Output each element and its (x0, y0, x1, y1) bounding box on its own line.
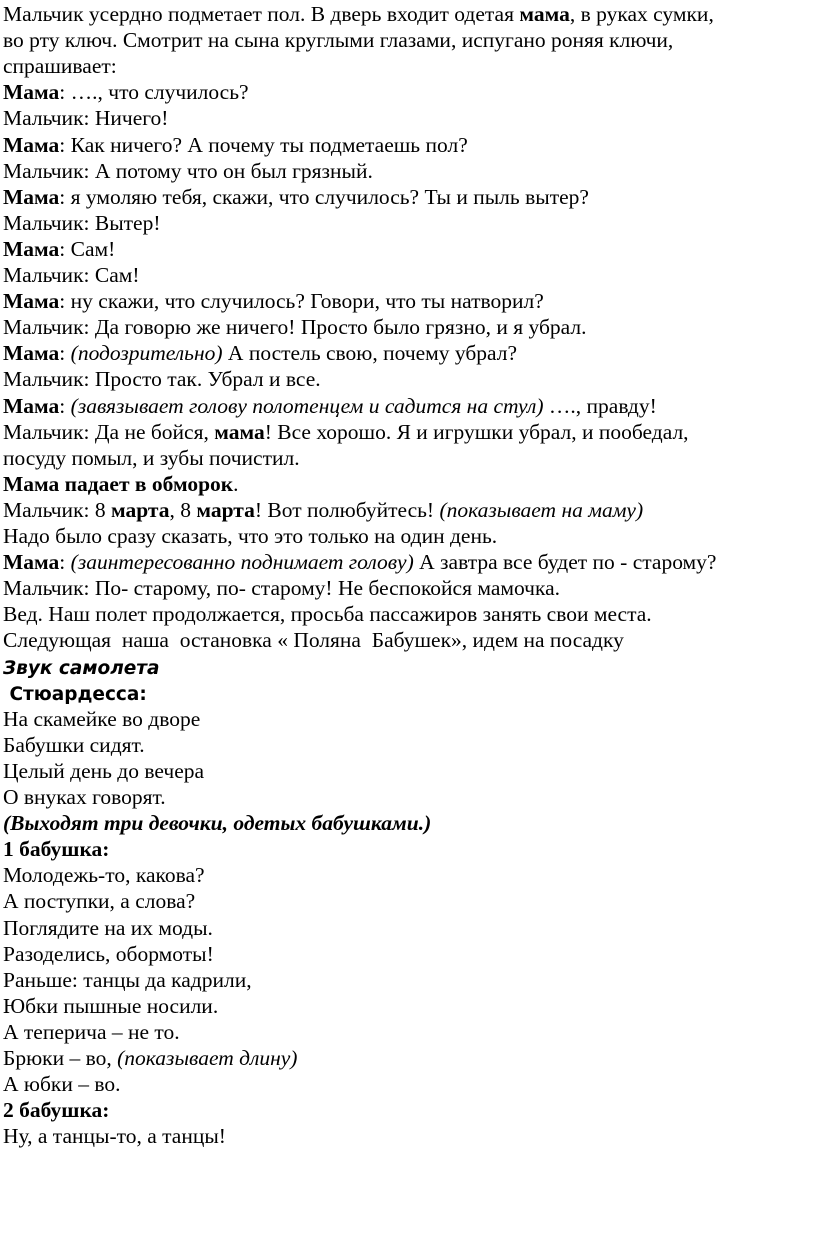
text-line (3, 235, 115, 263)
text-run: : Как ничего? А почему ты подметаешь пол? (59, 132, 468, 157)
text-run: Мальчик: 8 (3, 497, 111, 522)
text-run: , 8 (169, 497, 197, 522)
text-line (3, 470, 239, 498)
text-run: . (233, 471, 239, 496)
text-run: марта (110, 497, 170, 522)
text-run: Мама (3, 236, 60, 261)
text-run: : я умоляю тебя, скажи, что случилось? Ты и пыль вытер? (59, 184, 589, 209)
text-line (3, 1096, 109, 1124)
text-run: (заинтересованно поднимает голову) (70, 550, 414, 575)
text-run: (подозрительно) (70, 341, 223, 366)
text-run: : (59, 550, 71, 575)
text-run: Юбки пышные носили. (3, 993, 219, 1018)
text-line (3, 705, 200, 733)
text-line (3, 522, 497, 550)
text-line (3, 731, 145, 759)
text-run: Мальчик: Просто так. Убрал и все. (3, 367, 321, 392)
text-line (3, 679, 147, 707)
text-line (3, 1018, 180, 1046)
text-run: : ну скажи, что случилось? Говори, что ты натворил? (59, 289, 544, 314)
text-run: Брюки – во, (3, 1046, 118, 1070)
text-run: : …., что случилось? (59, 80, 249, 105)
text-run: (показывает на маму) (439, 497, 644, 522)
text-run: 1 бабушка: (3, 837, 110, 862)
text-run: : (59, 341, 71, 366)
text-line (3, 26, 673, 54)
text-line (3, 418, 689, 446)
text-run: Надо было сразу сказать, что это только на один день. (3, 524, 498, 548)
text-line (3, 0, 714, 28)
text-run: Мальчик: Ничего! (3, 106, 169, 131)
text-line (3, 365, 321, 393)
text-line (3, 392, 657, 420)
text-run: 2 бабушка: (3, 1098, 110, 1123)
text-run: А теперича – не то. (3, 1019, 180, 1044)
text-run: Разоделись, обормоты! (3, 941, 214, 966)
text-run: На скамейке во дворе (3, 706, 201, 731)
text-line (3, 914, 213, 942)
text-line (3, 574, 560, 602)
text-run: О внуках говорят. (3, 785, 166, 809)
text-run: Мальчик: А потому что он был грязный. (3, 158, 373, 183)
text-run: Мальчик: Сам! (3, 263, 140, 287)
text-line (3, 496, 643, 524)
text-run: Вед. Наш полет продолжается, просьба пассажиров занять свои места. (3, 602, 652, 627)
text-run: : Сам! (59, 236, 116, 261)
text-run: А поступки, а слова? (3, 889, 196, 914)
text-line (3, 157, 373, 185)
text-line (3, 1122, 226, 1150)
text-line (3, 653, 160, 681)
text-line (3, 861, 205, 889)
text-run: Мальчик: Да не бойся, (3, 419, 215, 444)
text-run: А завтра все будет по - старому? (413, 550, 717, 575)
text-run: (показывает длину) (117, 1046, 298, 1070)
text-run: Мама падает в обморок (3, 471, 234, 496)
text-run: Мальчик: Да говорю же ничего! Просто было грязно, и я убрал. (3, 315, 587, 340)
text-line (3, 287, 544, 315)
text-run: Мама (3, 341, 60, 366)
text-run: спрашивает: (3, 54, 117, 79)
text-run: Ну, а танцы-то, а танцы! (3, 1124, 226, 1149)
text-run: Мама (3, 550, 60, 575)
text-run: Мама (3, 393, 60, 418)
text-line (3, 783, 166, 811)
text-run: …., правду! (543, 393, 657, 418)
text-run: Молодежь-то, какова? (3, 863, 205, 888)
text-run: Бабушки сидят. (3, 732, 145, 757)
text-line (3, 835, 109, 863)
text-run: во рту ключ. Смотрит на сына круглыми глазами, испугано роняя ключи, (3, 28, 674, 53)
text-run: Мальчик: По- старому, по- старому! Не беспокойся мамочка. (3, 576, 561, 601)
text-run: марта (196, 497, 255, 522)
text-run: Мальчик усердно подметает пол. В дверь входит одетая (3, 2, 520, 26)
text-run: Стюардесса: (3, 683, 147, 705)
text-line (3, 757, 204, 785)
text-run: ! Все хорошо. Я и игрушки убрал, и пообедал, (264, 419, 689, 444)
text-run: (Выходят три девочки, одетых бабушками.) (3, 811, 432, 836)
text-run: мама (214, 419, 265, 444)
text-line (3, 887, 195, 915)
text-line (3, 966, 252, 994)
text-line (3, 209, 161, 237)
text-line (3, 339, 517, 367)
text-line (3, 809, 431, 837)
text-run: Мальчик: Вытер! (3, 210, 161, 235)
text-run: Раньше: танцы да кадрили, (3, 967, 252, 992)
text-run: Целый день до вечера (3, 758, 205, 783)
text-run: мама (519, 2, 570, 26)
text-run: Мама (3, 184, 60, 209)
text-line (3, 1044, 297, 1072)
text-line (3, 261, 140, 289)
text-line (3, 600, 652, 628)
text-run: : (59, 393, 71, 418)
text-line (3, 104, 168, 132)
text-run: Мама (3, 80, 60, 105)
text-run: (завязывает голову полотенцем и садится на стул) (70, 393, 544, 418)
text-run: посуду помыл, и зубы почистил. (3, 445, 300, 470)
text-run: Мама (3, 289, 60, 314)
text-run: , в руках сумки, (569, 2, 714, 26)
text-line (3, 992, 218, 1020)
text-run: Звук самолета (3, 657, 160, 679)
text-line (3, 78, 249, 106)
text-run: Следующая наша остановка « Поляна Бабушек», идем на посадку (3, 628, 624, 653)
text-line (3, 1070, 120, 1098)
text-line (3, 940, 214, 968)
text-line (3, 444, 300, 472)
text-run: Мама (3, 132, 60, 157)
text-line (3, 313, 587, 341)
text-run: ! Вот полюбуйтесь! (254, 497, 440, 522)
text-line (3, 183, 589, 211)
text-line (3, 548, 716, 576)
text-line (3, 131, 468, 159)
text-run: Поглядите на их моды. (3, 915, 213, 940)
text-line (3, 626, 624, 654)
text-run: А постель свою, почему убрал? (222, 341, 518, 366)
text-line (3, 52, 117, 80)
text-run: А юбки – во. (3, 1072, 121, 1097)
